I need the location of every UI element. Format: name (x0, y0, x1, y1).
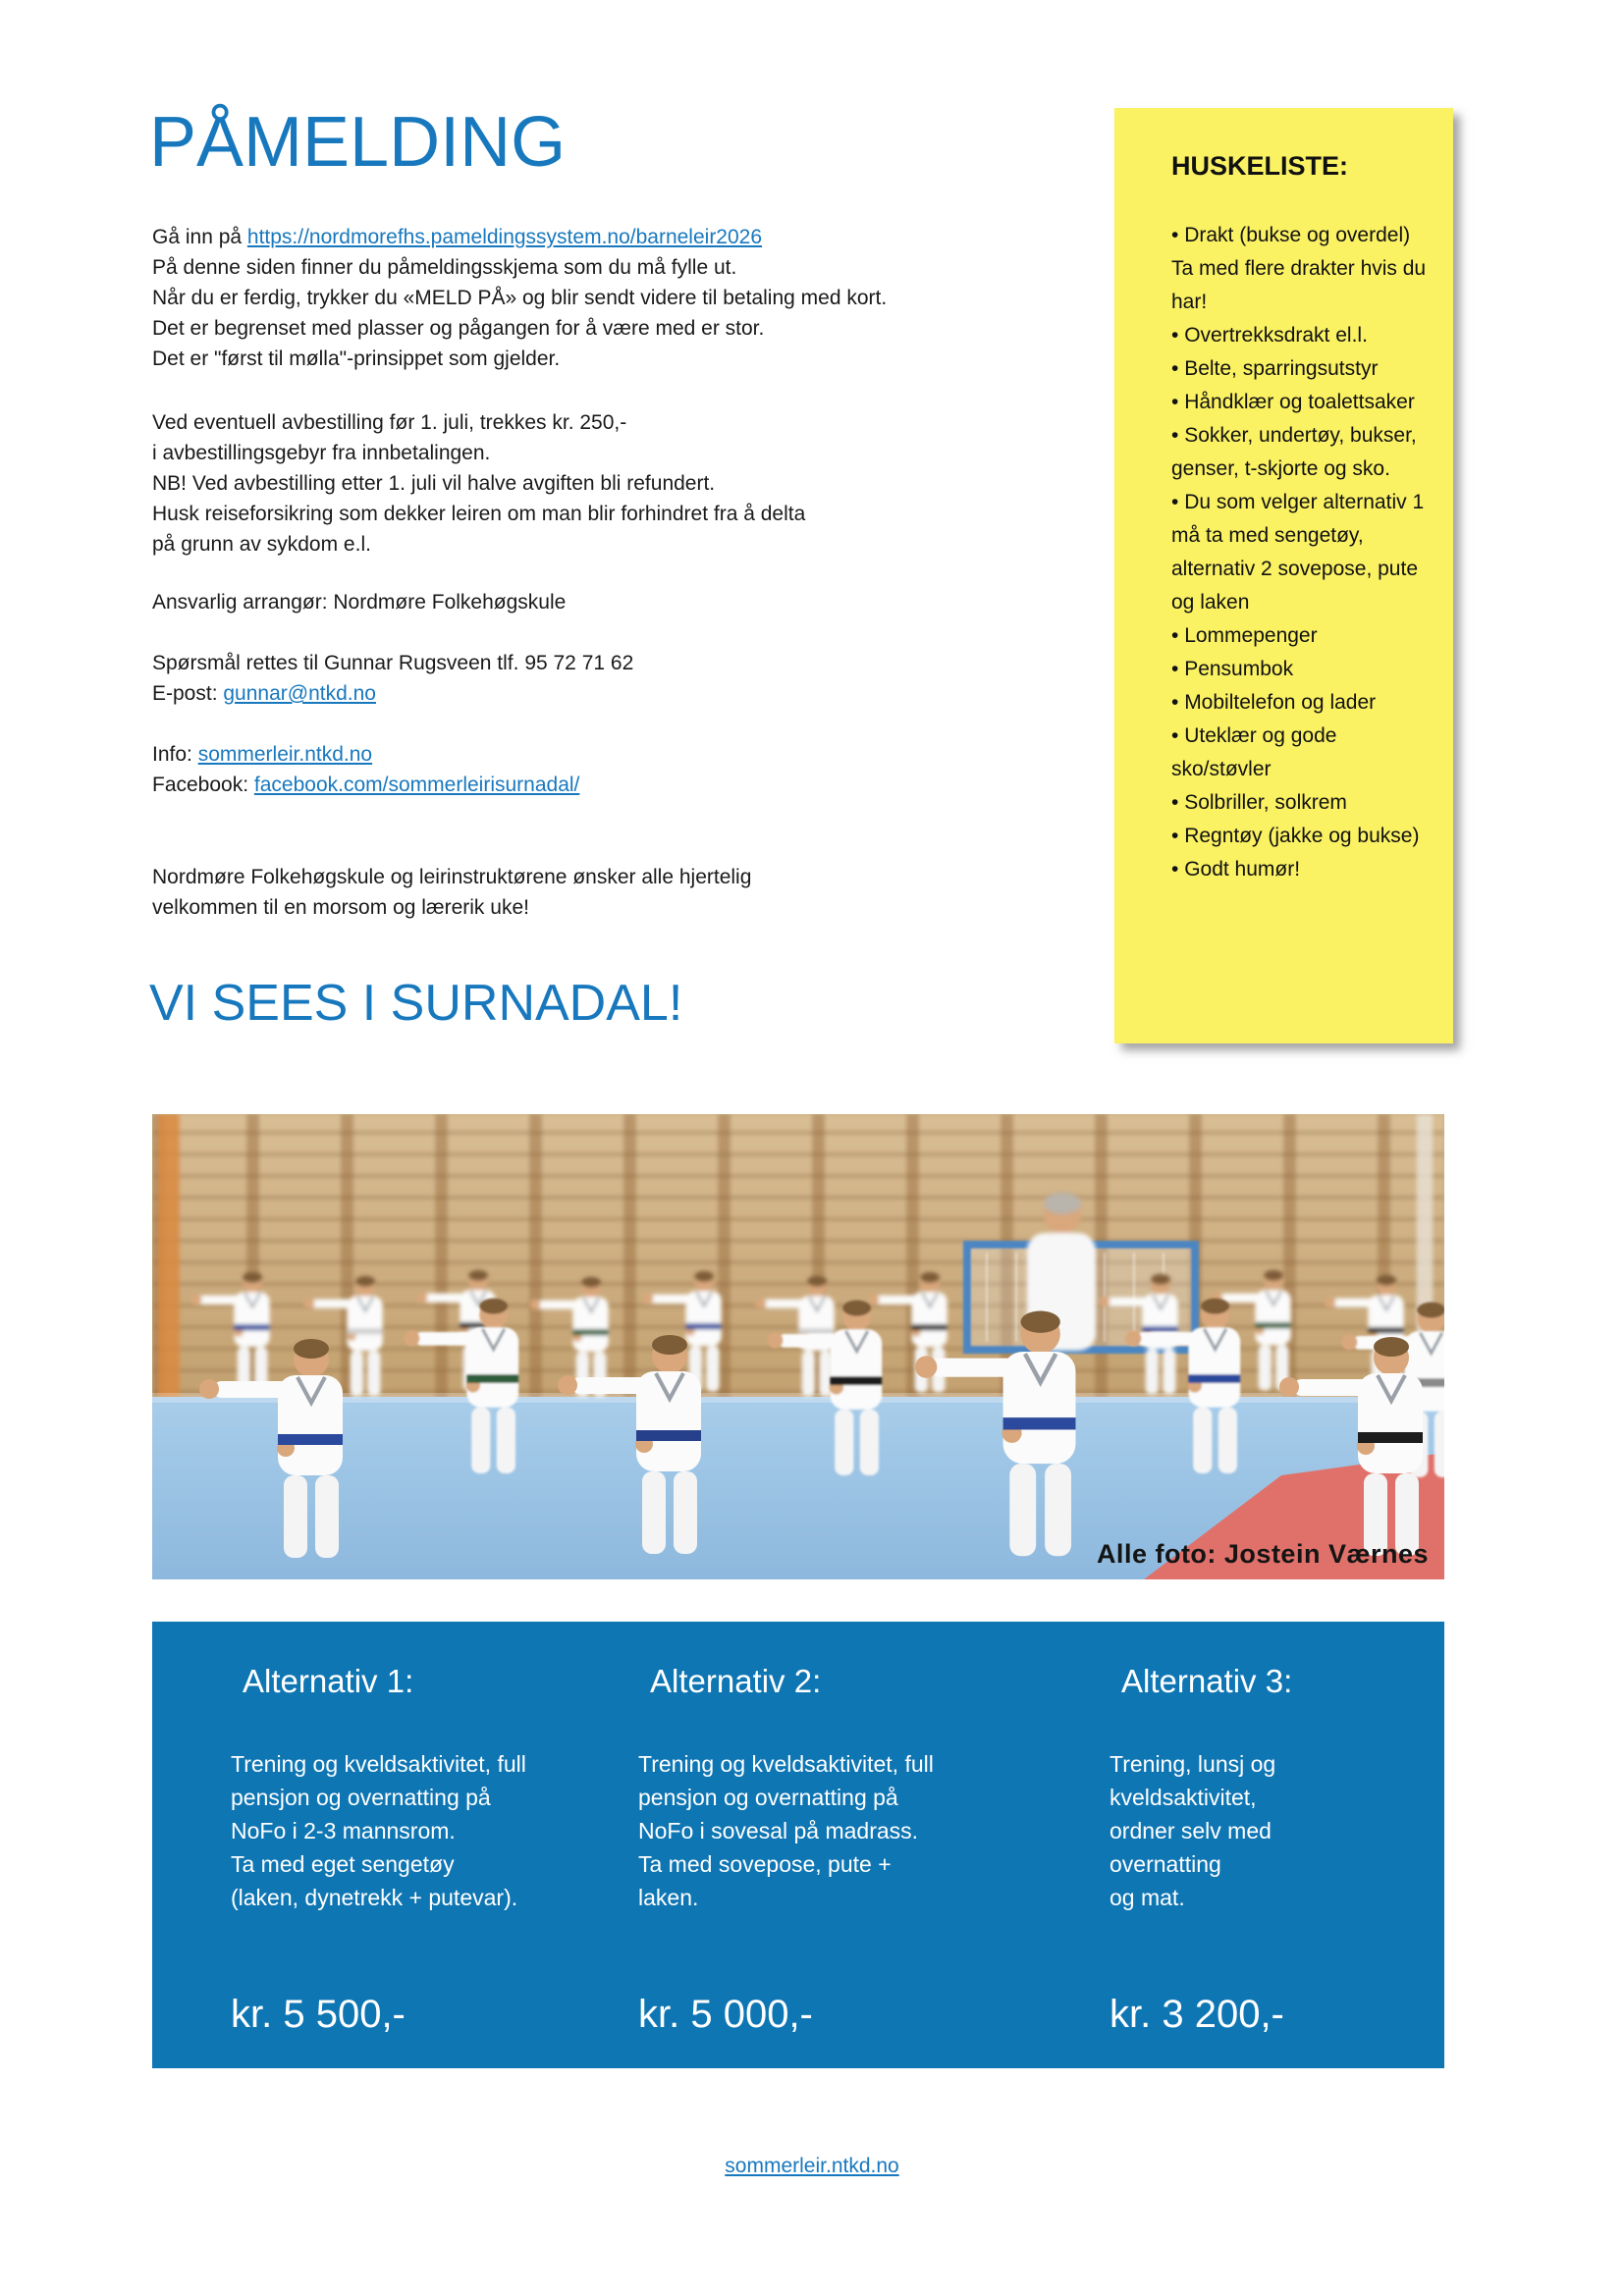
alt3-line: og mat. (1110, 1885, 1185, 1910)
intro-line: Det er begrenset med plasser og pågangen for å være med er stor. (152, 317, 765, 340)
alternative-1-price: kr. 5 500,- (231, 1993, 406, 2036)
checklist-item: • Uteklær og gode sko/støvler (1171, 720, 1428, 786)
alternative-3 (1110, 1663, 1434, 2068)
checklist-items (1171, 219, 1428, 886)
alt1-line: NoFo i 2-3 mannsrom. (231, 1818, 456, 1843)
alt2-line: Ta med sovepose, pute + (638, 1851, 892, 1877)
cancellation-line: NB! Ved avbestilling etter 1. juli vil halve avgiften bli refundert. (152, 472, 716, 495)
checklist-note (1114, 108, 1453, 1043)
cancellation-line: i avbestillingsgebyr fra innbetalingen. (152, 442, 491, 464)
alternative-3-title: Alternativ 3: (1121, 1663, 1293, 1699)
contact-block (152, 648, 633, 709)
footer (0, 2155, 1624, 2178)
checklist-item: • Godt humør! (1171, 853, 1428, 886)
facebook-line (152, 770, 579, 800)
alt3-line: overnatting (1110, 1851, 1221, 1877)
intro-line-1 (152, 222, 887, 252)
intro-line: Det er "først til mølla"-prinsippet som gjelder. (152, 347, 561, 370)
checklist-item: • Håndklær og toalettsaker (1171, 386, 1428, 419)
checklist-title: HUSKELISTE: (1171, 151, 1349, 181)
checklist-item: • Overtrekksdrakt el.l. (1171, 319, 1428, 352)
alternative-1-title: Alternativ 1: (243, 1663, 414, 1699)
alt1-line: (laken, dynetrekk + putevar). (231, 1885, 518, 1910)
info-line (152, 739, 579, 770)
intro-line: På denne siden finner du påmeldingsskjema som du må fylle ut. (152, 256, 737, 279)
alt1-line: Ta med eget sengetøy (231, 1851, 455, 1877)
checklist-item: • Regntøy (jakke og bukse) (1171, 820, 1428, 853)
cancellation-line: Husk reiseforsikring som dekker leiren om man blir forhindret fra å delta (152, 503, 806, 525)
cancellation-paragraph (152, 407, 805, 560)
info-link[interactable]: sommerleir.ntkd.no (197, 743, 373, 766)
alt1-line: Trening og kveldsaktivitet, full (231, 1751, 526, 1777)
checklist-item: • Drakt (bukse og overdel) Ta med flere drakter hvis du har! (1171, 219, 1428, 319)
cancellation-line: Ved eventuell avbestilling før 1. juli, trekkes kr. 250,- (152, 411, 627, 434)
contact-phone-line: Spørsmål rettes til Gunnar Rugsveen tlf. 95 72 71 62 (152, 652, 634, 674)
alternative-2-price: kr. 5 000,- (638, 1993, 813, 2036)
alternative-1 (231, 1663, 614, 2068)
email-link[interactable]: gunnar@ntkd.no (223, 682, 376, 705)
registration-link[interactable]: https://nordmorefhs.pameldingssystem.no/barneleir2026 (246, 226, 763, 248)
alternative-2-title: Alternativ 2: (650, 1663, 822, 1699)
alternatives-panel (152, 1622, 1444, 2068)
alternative-1-description (231, 1747, 614, 1914)
camp-photo-illustration (152, 1114, 1444, 1579)
checklist-item: • Solbriller, solkrem (1171, 786, 1428, 820)
alternative-3-price: kr. 3 200,- (1110, 1993, 1284, 2036)
footer-link[interactable]: sommerleir.ntkd.no (725, 2155, 899, 2177)
intro-line: Når du er ferdig, trykker du «MELD PÅ» og blir sendt videre til betaling med kort. (152, 287, 888, 309)
info-label: Info: (152, 743, 198, 766)
alternative-2 (638, 1663, 1021, 2068)
checklist-item: • Belte, sparringsutstyr (1171, 352, 1428, 386)
checklist-item: • Mobiltelefon og lader (1171, 686, 1428, 720)
email-label: E-post: (152, 682, 224, 705)
photo-caption: Alle foto: Jostein Værnes (1096, 1539, 1429, 1569)
facebook-link[interactable]: facebook.com/sommerleirisurnadal/ (253, 774, 580, 796)
alt3-line: Trening, lunsj og (1110, 1751, 1276, 1777)
camp-photo (152, 1114, 1444, 1579)
facebook-label: Facebook: (152, 774, 254, 796)
alternative-3-description (1110, 1747, 1434, 1914)
checklist-item: • Du som velger alternativ 1 må ta med sengetøy, alternativ 2 sovepose, pute og laken (1171, 486, 1428, 619)
alt3-line: kveldsaktivitet, (1110, 1785, 1257, 1810)
checklist-item: • Sokker, undertøy, bukser, genser, t-skjorte og sko. (1171, 419, 1428, 486)
alt2-line: laken. (638, 1885, 699, 1910)
info-block (152, 739, 579, 800)
alternative-2-description (638, 1747, 1021, 1914)
alt1-line: pensjon og overnatting på (231, 1785, 491, 1810)
organizer-line: Ansvarlig arrangør: Nordmøre Folkehøgskule (152, 591, 567, 614)
checklist-item: • Pensumbok (1171, 653, 1428, 686)
gym-wall (152, 1114, 1444, 1409)
welcome-paragraph (152, 862, 751, 923)
cancellation-line: på grunn av sykdom e.l. (152, 533, 371, 556)
page-title: PÅMELDING (149, 103, 567, 183)
welcome-line: Nordmøre Folkehøgskule og leirinstruktørene ønsker alle hjertelig (152, 866, 752, 888)
alt2-line: Trening og kveldsaktivitet, full (638, 1751, 934, 1777)
contact-email-line (152, 678, 633, 709)
intro-prefix: Gå inn på (152, 226, 247, 248)
alt2-line: pensjon og overnatting på (638, 1785, 898, 1810)
intro-paragraph (152, 222, 887, 374)
alt2-line: NoFo i sovesal på madrass. (638, 1818, 919, 1843)
welcome-line: velkommen til en morsom og lærerik uke! (152, 896, 529, 919)
alt3-line: ordner selv med (1110, 1818, 1272, 1843)
closing-title: VI SEES I SURNADAL! (149, 975, 683, 1033)
checklist-item: • Lommepenger (1171, 619, 1428, 653)
